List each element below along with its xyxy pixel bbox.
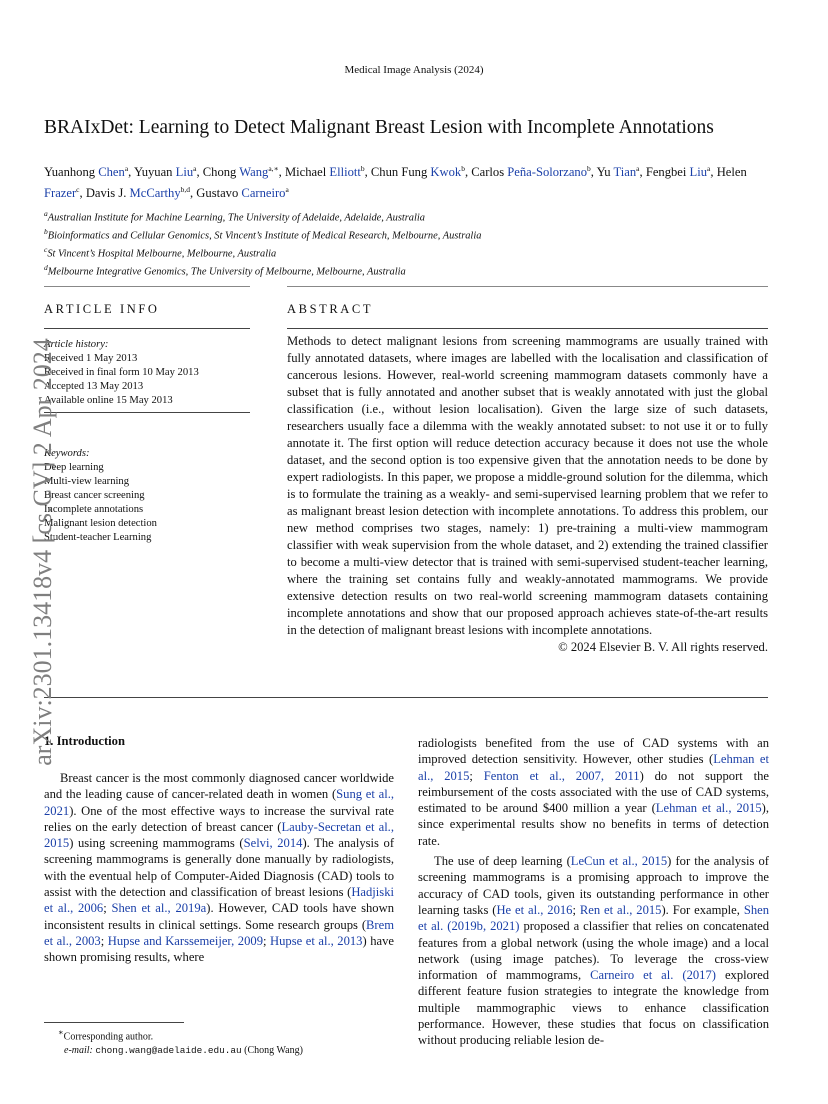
history-online: Available online 15 May 2013 — [44, 395, 173, 406]
body-column-right — [418, 735, 769, 1049]
arxiv-stamp-text: arXiv:2301.13418v4 [cs.CV] 2 Apr 2024 — [28, 338, 57, 766]
copyright-notice: © 2024 Elsevier B. V. All rights reserved. — [558, 640, 768, 654]
author: Yu Tian$^a$ — [596, 164, 640, 180]
author: Chong Wang$^{a,∗}$ — [202, 164, 279, 180]
history-revised: Received in final form 10 May 2013 — [44, 367, 199, 378]
author-affiliation-mark: c — [76, 185, 80, 195]
citation-link[interactable]: Lehman et al., 2015 — [655, 801, 762, 816]
citation-link[interactable]: Hupse et al., 2013 — [270, 933, 363, 948]
author: Chun Fung Kwok$^b$ — [370, 164, 465, 180]
keywords-block — [44, 447, 157, 545]
affiliation-text: Melbourne Integrative Genomics, The University of Melbourne, Melbourne, Australia — [47, 266, 406, 278]
author: Yuyuan Liu$^a$ — [134, 164, 197, 180]
author-surname-link[interactable]: Tian — [613, 165, 637, 180]
author-list: Yuanhong Chen$^a$, Yuyuan Liu$^a$, Chong Wang$^{a,∗}$, Michael Elliott$^b$, Chun Fung Kwok$^b$, Carlos Peña-Solorzano$^b$, Yu Tian$^a$, Fengbei Liu$^a$, Helen Frazer$^c$, Davis J. McCarthy$^{b,d}$, Gustavo Carneiro$^a$ — [44, 164, 747, 201]
author-affiliation-mark: b — [360, 164, 365, 173]
citation-link[interactable]: Lauby-Secretan et al., 2015 — [44, 819, 394, 851]
author-surname-link[interactable]: Frazer — [44, 186, 77, 201]
author-affiliation-mark: a — [124, 164, 129, 173]
author-affiliation-mark: a — [707, 164, 711, 173]
history-accepted: Accepted 13 May 2013 — [44, 381, 144, 392]
info-heading-rule — [44, 328, 250, 329]
keyword-item: Multi-view learning — [44, 476, 130, 487]
keyword-item: Breast cancer screening — [44, 490, 145, 501]
author: Fengbei Liu$^a$ — [645, 164, 711, 180]
citation-link[interactable]: Sung et al., 2021 — [44, 787, 394, 818]
paragraph: The use of deep learning (LeCun et al., 2015) for the analysis of screening mammograms is a promising approach to improve the accuracy of CAD tools, given its outstanding performance in other learning tasks (He et al., 2016; Ren et al., 2015). For example, Shen et al. (2019b, 2021) proposed a classifier that relies on concatenated features from a global network (using the whole image) and a local network (using image patches). To leverage the cross-view information of mammograms, Carneiro et al. (2017) explored different feature fusion strategies to integrate the knowledge from multiple mammographic views to enhance classification performance. However, these studies that focus on classification without producing reliable lesion de- — [418, 854, 770, 1048]
footnote-rule — [44, 1022, 184, 1023]
article-info-heading: ARTICLE INFO — [44, 302, 160, 316]
abstract-top-rule — [287, 286, 768, 287]
author-affiliation-mark: b — [461, 164, 465, 173]
abstract-heading: ABSTRACT — [287, 302, 374, 316]
author-surname-link[interactable]: Carneiro — [241, 186, 286, 201]
citation-link[interactable]: LeCun et al., 2015 — [570, 854, 668, 869]
history-label: Article history: — [44, 339, 109, 350]
citation-link[interactable]: He et al., 2016 — [496, 902, 573, 917]
email-name: (Chong Wang) — [244, 1045, 303, 1057]
affiliation-mark: c — [44, 244, 48, 254]
affiliation-mark: d — [44, 262, 48, 272]
citation-link[interactable]: Shen et al., 2019a — [111, 901, 207, 916]
citation-link[interactable]: Hadjiski et al., 2006 — [44, 885, 394, 916]
author-surname-link[interactable]: Elliott — [329, 165, 361, 180]
history-received: Received 1 May 2013 — [44, 353, 138, 364]
footnote-mark: ∗ — [58, 1028, 64, 1037]
keywords-label: Keywords: — [44, 448, 90, 459]
section-heading-introduction: 1. Introduction — [44, 734, 125, 748]
author-surname-link[interactable]: Liu — [689, 165, 708, 180]
citation-link[interactable]: Shen et al. (2019b, 2021) — [418, 902, 769, 934]
keyword-item: Deep learning — [44, 462, 104, 473]
abstract-text: Methods to detect malignant lesions from screening mammograms are usually trained with fully annotated datasets, where images are labelled with the localisation and classification of cancerous lesions. However, real-world screening mammogram datasets commonly have a subset that is fully annotated and another subset that is weakly annotated with just the global classification (i.e., without lesion localisation). Given the large size of such datasets, researchers usually face a dilemma with the weakly annotated subset: to not use it or to fully annotate it. The first option will reduce detection accuracy because it does not use the whole dataset, and the second option is too expensive given that the annotation needs to be done by expert radiologists. In this paper, we propose a middle-ground solution for the dilemma, which is to formulate the training as a weakly- and semi-supervised learning problem that we refer to as malignant breast lesion detection with incomplete annotations. To address this problem, our new method comprises two stages, namely: 1) pre-training a multi-view mammogram classifier with weak supervision from the whole dataset, and 2) extending the trained classifier to become a multi-view detector that is trained with semi-supervised student-teacher learning, where the training set contains fully and weakly-annotated mammograms. We provide extensive detection results on two real-world screening mammogram datasets containing incomplete annotations and show that our proposed approach achieves state-of-the-art results in the detection of malignant breast lesions with incomplete annotations. — [287, 334, 768, 637]
author: Michael Elliott$^b$ — [284, 164, 365, 180]
citation-link[interactable]: Lehman et al., 2015 — [418, 752, 770, 783]
author: Helen Frazer$^c$ — [44, 165, 747, 201]
affiliation-mark: b — [44, 226, 48, 236]
body-column-left — [44, 770, 394, 966]
abstract-heading-rule — [287, 328, 768, 329]
affiliation-text: Australian Institute for Machine Learning, The University of Adelaide, Adelaide, Australia — [47, 212, 425, 224]
email-label: e-mail: — [64, 1045, 93, 1057]
email-link[interactable]: chong.wang@adelaide.edu.au — [95, 1045, 242, 1057]
author: Carlos Peña-Solorzano$^b$ — [471, 164, 591, 180]
keyword-item: Student-teacher Learning — [44, 532, 152, 543]
affiliation-text: St Vincent’s Hospital Melbourne, Melbourne, Australia — [47, 248, 277, 260]
author-affiliation-mark: b — [587, 164, 591, 173]
keyword-item: Incomplete annotations — [44, 504, 144, 515]
author: Yuanhong Chen$^a$ — [44, 164, 129, 180]
affiliation — [44, 261, 744, 279]
affiliation — [44, 225, 744, 243]
journal-header: Medical Image Analysis (2024) — [344, 64, 484, 76]
author-surname-link[interactable]: McCarthy — [129, 186, 181, 201]
footnote — [44, 1026, 303, 1058]
paper-title: BRAIxDet: Learning to Detect Malignant Breast Lesion with Incomplete Annotations — [44, 117, 714, 138]
info-top-rule — [44, 286, 250, 287]
author-surname-link[interactable]: Wang — [239, 165, 269, 180]
author-affiliation-mark: b,d — [180, 185, 190, 195]
citation-link[interactable]: Hupse and Karssemeijer, 2009 — [107, 933, 263, 948]
affiliation — [44, 207, 744, 225]
citation-link[interactable]: Brem et al., 2003 — [44, 917, 394, 948]
citation-link[interactable]: Carneiro et al. (2017) — [590, 968, 716, 983]
front-matter-bottom-rule — [44, 697, 768, 698]
affiliation-mark: a — [44, 209, 48, 218]
author: Davis J. McCarthy$^{b,d}$ — [85, 185, 190, 201]
author-affiliation-mark: a — [285, 185, 289, 195]
paragraph: Breast cancer is the most commonly diagnosed cancer worldwide and the leading cause of cancer-related death in women (Sung et al., 2021). One of the most effective ways to increase the survival rate relies on the early detection of breast cancer (Lauby-Secretan et al., 2015) using screening mammograms (Selvi, 2014). The analysis of screening mammograms is generally done manually by radiologists, with the eventual help of Computer-Aided Diagnosis (CAD) tools to assist with the detection and classification of breast lesions (Hadjiski et al., 2006; Shen et al., 2019a). However, CAD tools have shown inconsistent results in clinical settings. Some research groups (Brem et al., 2003; Hupse and Karssemeijer, 2009; Hupse et al., 2013) have shown promising results, where — [44, 771, 395, 965]
citation-link[interactable]: Ren et al., 2015 — [579, 902, 662, 917]
keyword-item: Malignant lesion detection — [44, 518, 157, 529]
author-affiliation-mark: a — [193, 164, 197, 173]
affiliation-text: Bioinformatics and Cellular Genomics, St Vincent’s Institute of Medical Research, Melbourne, Australia — [47, 230, 482, 242]
author: Gustavo Carneiro$^a$ — [196, 185, 289, 201]
author-affiliation-mark: a — [636, 164, 640, 173]
author-surname-link[interactable]: Kwok — [430, 165, 462, 180]
author-affiliation-mark: a,∗ — [268, 164, 279, 173]
affiliation — [44, 243, 744, 261]
author-surname-link[interactable]: Peña-Solorzano — [507, 165, 588, 180]
abstract-body — [287, 333, 768, 656]
author-surname-link[interactable]: Liu — [175, 165, 194, 180]
paragraph: radiologists benefited from the use of CAD systems with an improved detection sensitivity. However, other studies (Lehman et al., 2015; Fenton et al., 2007, 2011) do not support the reimbursement of the costs associated with the use of CAD systems, estimated to be around $400 million a year (Lehman et al., 2015), since experimental results show no benefits in terms of detection rate. — [418, 736, 770, 848]
affiliation-list — [44, 207, 744, 279]
citation-link[interactable]: Selvi, 2014 — [243, 836, 303, 851]
article-history — [44, 338, 199, 408]
history-rule — [44, 412, 250, 413]
citation-link[interactable]: Fenton et al., 2007, 2011 — [483, 768, 640, 783]
footnote-label: Corresponding author. — [63, 1031, 154, 1043]
author-surname-link[interactable]: Chen — [98, 165, 125, 180]
